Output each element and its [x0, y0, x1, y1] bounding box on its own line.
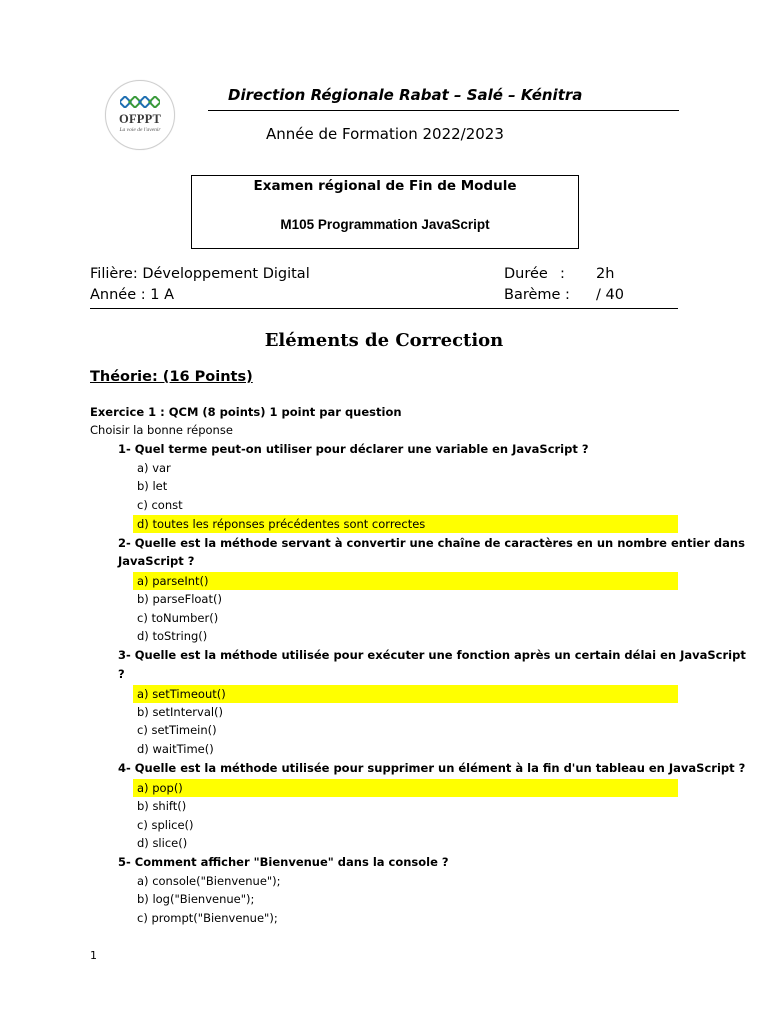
- q1-option-b: b) let: [137, 479, 168, 493]
- question-2-cont: JavaScript ?: [118, 554, 195, 568]
- logo-text: OFPPT: [119, 112, 161, 126]
- q4-option-a-correct: a) pop(): [137, 781, 183, 795]
- annee: Année : 1 A: [90, 287, 174, 303]
- q3-option-c: c) setTimein(): [137, 723, 217, 737]
- answer-highlight-q4: [133, 779, 678, 797]
- info-divider: [90, 308, 678, 309]
- document-title: Eléments de Correction: [264, 330, 504, 351]
- duree-label: Durée: [504, 266, 548, 282]
- direction-heading: Direction Régionale Rabat – Salé – Kénitra: [228, 86, 583, 104]
- logo-motto: La voie de l'avenir: [119, 127, 161, 133]
- page-number: 1: [90, 949, 97, 962]
- q3-option-b: b) setInterval(): [137, 705, 224, 719]
- q1-option-d-correct: d) toutes les réponses précédentes sont correctes: [137, 517, 426, 531]
- q4-option-c: c) splice(): [137, 818, 194, 832]
- question-3: 3- Quelle est la méthode utilisée pour exécuter une fonction après un certain délai en JavaScript: [118, 648, 746, 662]
- exam-box: [191, 175, 579, 249]
- ofppt-emblem-icon: [120, 96, 160, 108]
- section-heading: Théorie: (16 Points): [90, 369, 253, 385]
- question-3-cont: ?: [118, 667, 125, 681]
- q1-option-a: a) var: [137, 461, 171, 475]
- q2-option-d: d) toString(): [137, 629, 208, 643]
- q3-option-d: d) waitTime(): [137, 742, 214, 756]
- q2-option-a-correct: a) parseInt(): [137, 574, 209, 588]
- exercise-instruction: Choisir la bonne réponse: [90, 423, 233, 437]
- filiere: Filière: Développement Digital: [90, 266, 310, 282]
- q3-option-a-correct: a) setTimeout(): [137, 687, 226, 701]
- module-title: M105 Programmation JavaScript: [280, 217, 490, 232]
- exercise-title: Exercice 1 : QCM (8 points) 1 point par question: [90, 405, 402, 419]
- question-2: 2- Quelle est la méthode servant à convertir une chaîne de caractères en un nombre entier dans: [118, 536, 745, 550]
- ofppt-logo: [105, 80, 175, 150]
- question-4: 4- Quelle est la méthode utilisée pour supprimer un élément à la fin d'un tableau en JavaScript ?: [118, 761, 746, 775]
- question-1: 1- Quel terme peut-on utiliser pour déclarer une variable en JavaScript ?: [118, 442, 589, 456]
- q5-option-c: c) prompt("Bienvenue");: [137, 911, 278, 925]
- bareme-value: / 40: [596, 287, 624, 303]
- exam-title: Examen régional de Fin de Module: [253, 178, 517, 194]
- answer-highlight-q2: [133, 572, 678, 590]
- q1-option-c: c) const: [137, 498, 183, 512]
- q4-option-b: b) shift(): [137, 799, 187, 813]
- duree-value: 2h: [596, 266, 615, 282]
- bareme-label: Barème :: [504, 287, 570, 303]
- q4-option-d: d) slice(): [137, 836, 188, 850]
- q5-option-b: b) log("Bienvenue");: [137, 892, 255, 906]
- q2-option-b: b) parseFloat(): [137, 592, 222, 606]
- duree-separator: :: [560, 266, 565, 282]
- q2-option-c: c) toNumber(): [137, 611, 219, 625]
- q5-option-a: a) console("Bienvenue");: [137, 874, 281, 888]
- header-divider: [208, 110, 679, 111]
- question-5: 5- Comment afficher "Bienvenue" dans la console ?: [118, 855, 449, 869]
- annee-formation: Année de Formation 2022/2023: [266, 125, 504, 143]
